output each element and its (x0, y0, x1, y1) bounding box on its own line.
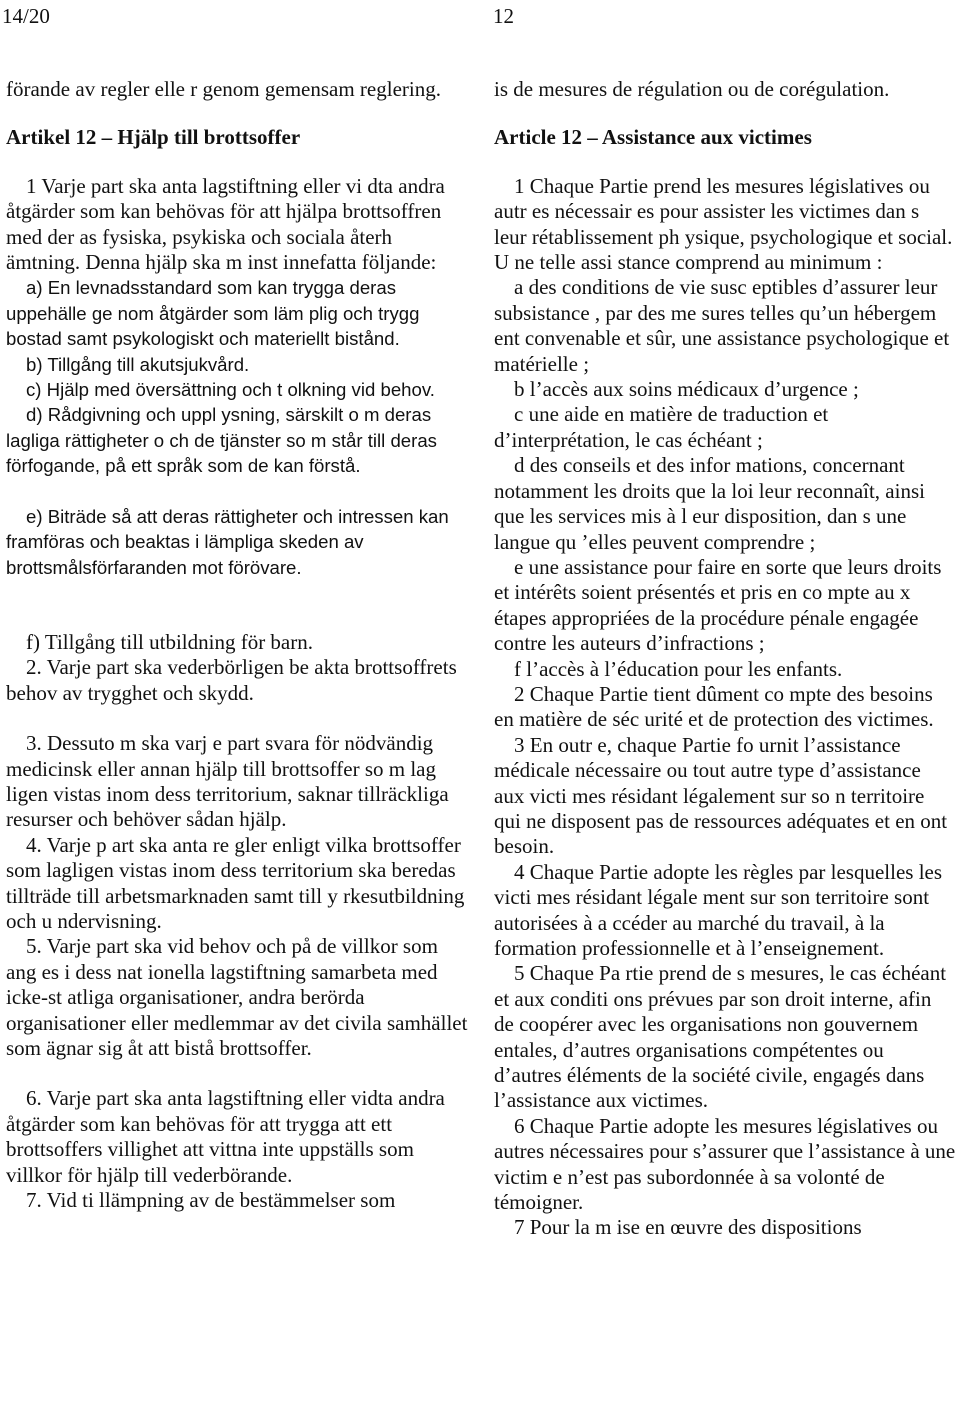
french-paragraph-2: 2 Chaque Partie tient dûment co mpte des besoins en matière de séc urité et de protection des victimes. (494, 681, 934, 732)
swedish-item-d: d) Rådgivning och uppl ysning, särskilt o m deras lagliga rättigheter o ch de tjänster so m står till deras förfogande, på ett språk som de kan förstå. (6, 404, 437, 477)
swedish-paragraph-1: 1 Varje part ska anta lagstiftning eller vi dta andra åtgärder som kan behövas för att hjälpa brottsoffren med der as fysiska, psykiska och sociala återh ämtning. Denna hjälp ska m inst innefatta följande: (6, 173, 445, 275)
swedish-paragraph-4: 4. Varje p art ska anta re gler enligt vilka brottsoffer som lagligen vistas inom dess territorium ska beredas tillträde till arbetsmarknaden samt till y rkesutbildning och u ndervisning. (6, 832, 465, 933)
french-item-c: c une aide en matière de traduction et d’interprétation, le cas échéant ; (494, 402, 829, 452)
swedish-paragraph-5: 5. Varje part ska vid behov och på de villkor som ang es i dess nat ionella lagstiftning samarbeta med icke-st atliga organisationer, andra berörda organisationer eller medlemmar av det civila samhället som ägnar sig åt att bistå brottsoffer. (6, 934, 468, 1060)
swedish-paragraph-6: 6. Varje part ska anta lagstiftning eller vidta andra åtgärder som kan behövas för att trygga att ett brottsoffers villighet att vittna inte uppställs som villkor för hjälp till vederbörande. (6, 1086, 445, 1187)
french-item-f: f l’accès à l’éducation pour les enfants. (514, 656, 843, 681)
swedish-item-a: a) En levnadsstandard som kan trygga deras uppehälle ge nom åtgärder som läm plig och trygg bostad samt psykologiskt och materiellt bistånd. (6, 277, 420, 350)
french-intro: is de mesures de régulation ou de corégulation. (494, 77, 890, 101)
french-paragraph-4: 4 Chaque Partie adopte les règles par lesquelles les victi mes résidant légale ment sur son territoire sont autorisées à a ccéder au marché du travail, à la formation professionnelle et à l’enseignement. (494, 859, 943, 960)
swedish-item-c: c) Hjälp med översättning och t olkning vid behov. (26, 379, 435, 401)
french-paragraph-1: 1 Chaque Partie prend les mesures législatives ou autr es nécessair es pour assister les victimes dan s leur rétablissement ph ysique, psychologique et social. U ne telle assi stance comprend au minimum : (494, 173, 953, 275)
swedish-paragraph-7: 7. Vid ti llämpning av de bestämmelser som (26, 1188, 396, 1213)
french-item-a: a des conditions de vie susc eptibles d’assurer leur subsistance , par des me sures telles qu’un hébergem ent convenable et sûr, une assistance psychologique et matérielle ; (494, 275, 950, 376)
french-paragraph-5: 5 Chaque Pa rtie prend de s mesures, le cas échéant et aux conditi ons prévues par son droit interne, afin de coopérer avec les organisations non gouvernem entales, d’autres organisations compétentes ou d’autres éléments de la société civile, engagés dans l’assistance aux victimes. (494, 961, 947, 1113)
page-number-left: 14/20 (2, 4, 50, 28)
swedish-paragraph-2: 2. Varje part ska vederbörligen be akta brottsoffrets behov av trygghet och skydd. (6, 655, 457, 705)
french-paragraph-7: 7 Pour la m ise en œuvre des dispositions (514, 1215, 862, 1240)
swedish-column (6, 77, 468, 1213)
french-paragraph-3: 3 En outr e, chaque Partie fo urnit l’assistance médicale nécessaire ou tout autre type d’assistance aux victi mes résidant légalement sur so n territoire qui ne disposent pas de ressources adéquates et en ont besoin. (494, 732, 948, 859)
french-article-heading: Article 12 – Assistance aux victimes (494, 125, 812, 150)
swedish-item-b: b) Tillgång till akutsjukvård. (26, 353, 250, 375)
french-item-b: b l’accès aux soins médicaux d’urgence ; (514, 377, 859, 402)
page-header (0, 4, 960, 32)
french-paragraph-6: 6 Chaque Partie adopte les mesures législatives ou autres nécessaires pour s’assurer que l’assistance à une victim e n’est pas subordonnée à sa volonté de témoigner. (494, 1113, 956, 1215)
french-column (494, 77, 956, 1241)
french-item-d: d des conseils et des infor mations, concernant notamment les droits que la loi leur reconnaît, ainsi que les services mis à l eur disposition, dan s une langue qu ’elles peuvent comprendre ; (494, 453, 925, 554)
swedish-item-e: e) Biträde så att deras rättigheter och intressen kan framföras och beaktas i lämpliga skeden av brottsmålsförfaranden mot förövare. (6, 505, 449, 578)
french-item-e: e une assistance pour faire en sorte que leurs droits et intérêts soient présentés et pris en co mpte au x étapes appropriées de la procédure pénale engagée contre les auteurs d’infractions ; (494, 554, 942, 656)
swedish-intro: förande av regler elle r genom gemensam reglering. (6, 77, 441, 101)
swedish-paragraph-3: 3. Dessuto m ska varj e part svara för nödvändig medicinsk eller annan hjälp till brottsoffer so m lag ligen vistas inom dess territorium, saknar tillräckliga resurser och behöver sådan hjälp. (6, 731, 449, 832)
page-number-right: 12 (493, 4, 514, 28)
swedish-item-f: f) Tillgång till utbildning för barn. (26, 629, 313, 654)
swedish-article-heading: Artikel 12 – Hjälp till brottsoffer (6, 125, 301, 150)
